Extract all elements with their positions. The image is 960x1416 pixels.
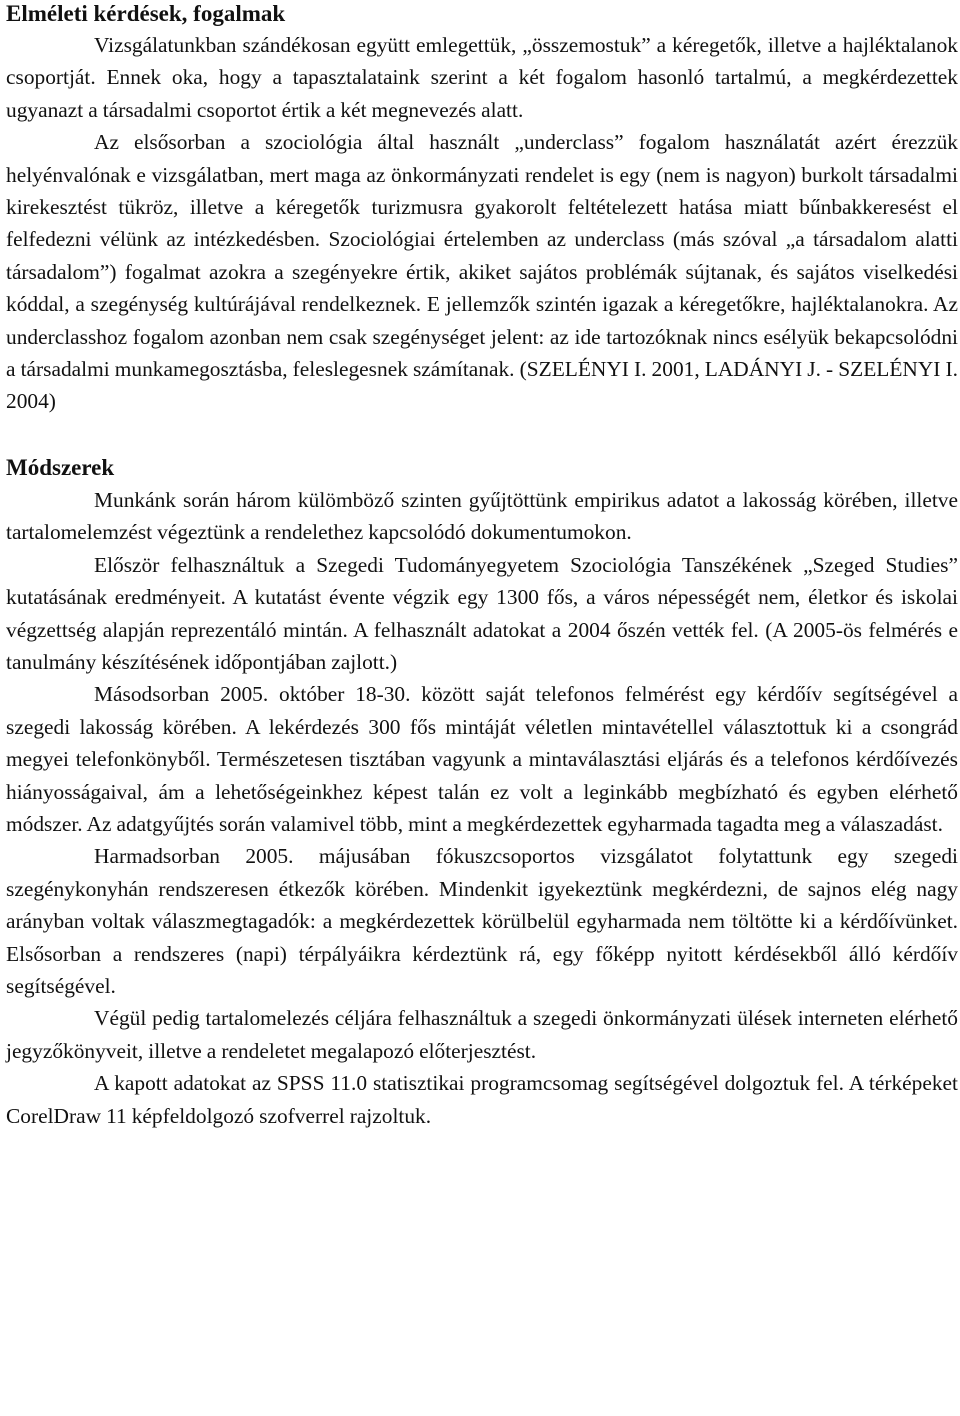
section-gap <box>6 418 958 452</box>
citation: (SZELÉNYI I. 2001, LADÁNYI J. - SZELÉNYI I. 2004) <box>6 357 958 414</box>
section-heading-methods: Módszerek <box>6 454 115 480</box>
paragraph-theory-2 <box>6 126 958 418</box>
document-page <box>6 0 958 1132</box>
paragraph-methods-3: Másodsorban 2005. október 18-30. között saját telefonos felmérést egy kérdőív segítségével a szegedi lakosság körében. A lekérdezés 300 fős mintáját véletlen mintavétellel választottuk ki a csongrád megyei telefonkönyből. Természetesen tisztában vagyunk a mintaválasztási eljárás és a telefonos kérdőívezés hiányosságaival, ám a lehetőségeinkhez képest talán ez volt a leginkább megbízható és egyben elérhető módszer. Az adatgyűjtés során valamivel több, mint a megkérdezettek egyharmada tagadta meg a válaszadást. <box>6 682 958 836</box>
paragraph-methods-4: Harmadsorban 2005. májusában fókuszcsoportos vizsgálatot folytattunk egy szegedi szegénykonyhán rendszeresen étkezők körében. Mindenkit igyekeztünk megkérdezni, de sajnos elég nagy arányban voltak válaszmegtagadók: a megkérdezettek körülbelül egyharmada nem töltötte ki a kérdőívünket. Elsősorban a rendszeres (napi) térpályáikra kérdeztünk rá, egy főképp nyitott kérdésekből álló kérdőív segítségével. <box>6 844 958 998</box>
paragraph-methods-2: Először felhasználtuk a Szegedi Tudományegyetem Szociológia Tanszékének „Szeged Studies” kutatásának eredményeit. A kutatást évente végzik egy 1300 fős, a város népességét nem, életkor és iskolai végzettség alapján reprezentáló mintán. A felhasznált adatokat a 2004 őszén vették fel. (A 2005-ös felmérés e tanulmány készítésének időpontjában zajlott.) <box>6 552 958 674</box>
paragraph-theory-1: Vizsgálatunkban szándékosan együtt emlegettük, „összemostuk” a kéregetők, illetve a hajléktalanok csoportját. Ennek oka, hogy a tapasztalataink szerint a két fogalom hasonló tartalmú, a megkérdezettek ugyanazt a társadalmi csoportot értik a két megnevezés alatt. <box>6 33 958 122</box>
paragraph-methods-6: A kapott adatokat az SPSS 11.0 statisztikai programcsomag segítségével dolgoztuk fel. A térképeket CorelDraw 11 képfeldolgozó szofverrel rajzoltuk. <box>6 1071 958 1128</box>
paragraph-methods-5: Végül pedig tartalomelezés céljára felhasználtuk a szegedi önkormányzati ülések interneten elérhető jegyzőkönyveit, illetve a rendeletet megalapozó előterjesztést. <box>6 1006 958 1063</box>
section-heading-theory: Elméleti kérdések, fogalmak <box>6 1 286 26</box>
paragraph-methods-1: Munkánk során három külömböző szinten gyűjtöttünk empirikus adatot a lakosság körében, illetve tartalomelemzést végeztünk a rendelethez kapcsolódó dokumentumokon. <box>6 487 958 545</box>
paragraph-theory-2-text: Az elsősorban a szociológia által használt „underclass” fogalom használatát azért érezzük helyénvalónak e vizsgálatban, mert maga az önkormányzati rendelet is egy (nem is nagyon) burkolt társadalmi kirekesztést tükröz, illetve a kéregetők turizmusra gyakorolt feltételezett hatása miatt bűnbakkeresést el felfedezni vélünk az intézkedésben. Szociológiai értelemben az underclass (más szóval „a társadalom alatti társadalom”) fogalmat azokra a szegényekre értik, akiket sajátos problémák sújtanak, és sajátos viselkedési kóddal, a szegénység kultúrájával rendelkeznek. E jellemzők szintén igazak a kéregetőkre, hajléktalanokra. Az underclasshoz fogalom azonban nem csak szegénységet jelent: az ide tartozóknak nincs esélyük bekapcsolódni a társadalmi munkamegosztásba, feleslegesnek számítanak. <box>6 130 958 382</box>
